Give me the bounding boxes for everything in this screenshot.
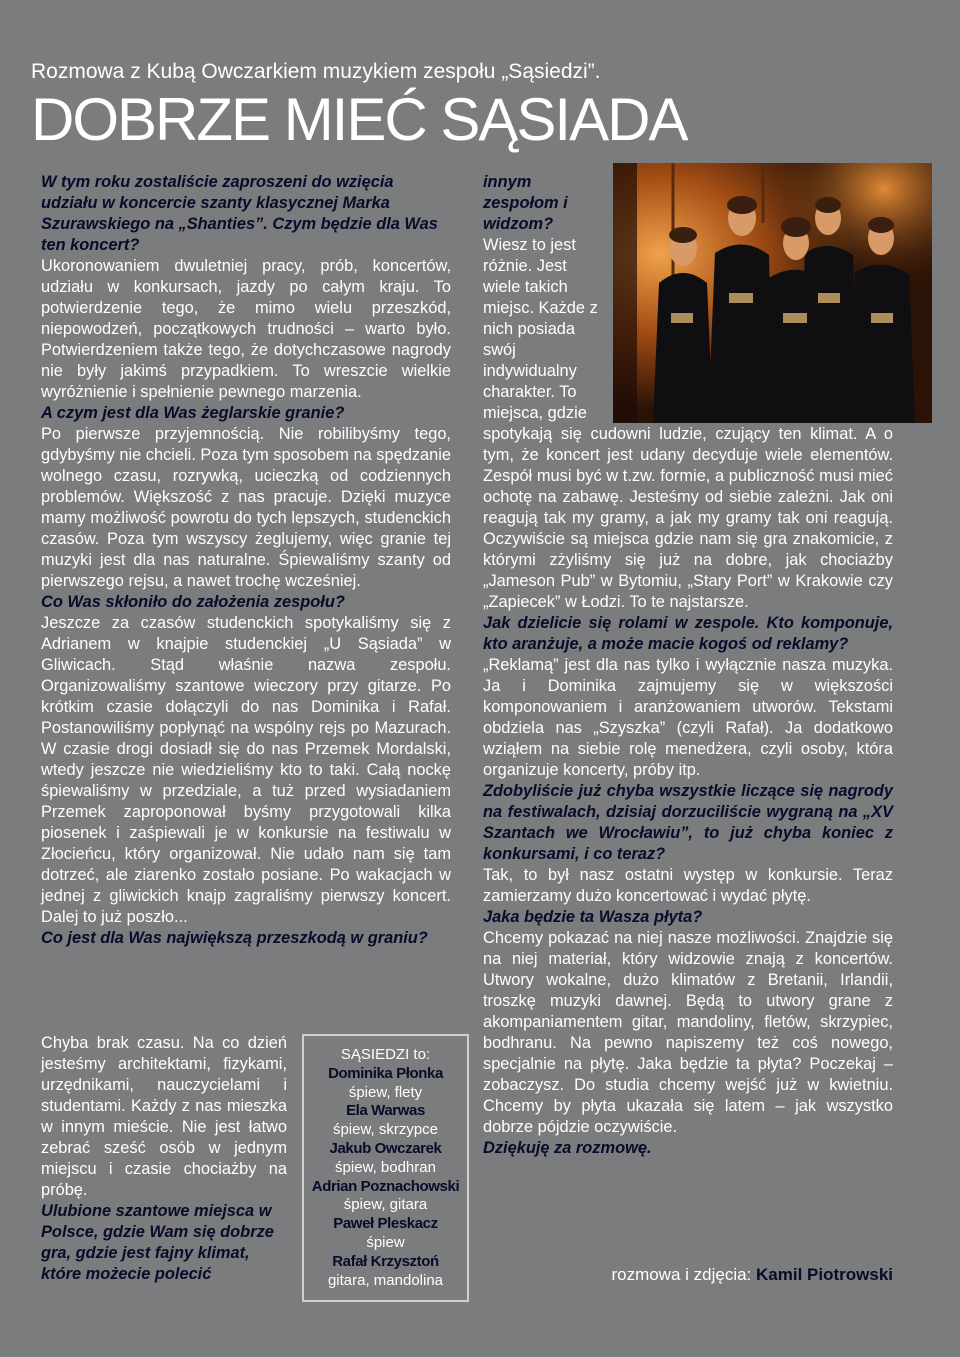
member-role: śpiew: [366, 1233, 405, 1251]
article-subtitle: Rozmowa z Kubą Owczarkiem muzykiem zespołu „Sąsiedzi”.: [31, 60, 601, 83]
article-headline: DOBRZE MIEĆ SĄSIADA: [31, 86, 687, 153]
interview-answer: Ukoronowaniem dwuletniej pracy, prób, koncertów, udziału w konkursach, jazdy po całym kraju. To potwierdzenie tego, że mimo wielu przeszkód, niepowodzeń, początkowych trudności – warto było. Potwierdzeniem także tego, że dotychczasowe nagrody nie były jakimś przypadkiem. To wreszcie wielkie wyróżnienie i spełnienie pewnego marzenia.: [41, 257, 451, 401]
member-role: śpiew, skrzypce: [332, 1121, 439, 1139]
member-name: Ela Warwas: [346, 1102, 425, 1120]
member-name: Rafał Krzysztoń: [332, 1252, 439, 1270]
interview-answer: „Reklamą” jest dla nas tylko i wyłącznie nasza muzyka. Ja i Dominika zajmujemy się w większości komponowaniem i aranżowaniem utworów. Tekstami obdziela nas „Szyszka” (czyli Rafał). Ja dodatkowo wziąłem na siebie rolę menedżera, czyli osoby, która organizuje koncerty, próby itp.: [483, 656, 893, 779]
middle-narrow-column: [483, 172, 605, 424]
credit-prefix: rozmowa i zdjęcia:: [611, 1265, 757, 1284]
interview-question: Zdobyliście już chyba wszystkie liczące się nagrody na festiwalach, dzisiaj dorzuciliście wygraną na „XV Szantach we Wrocławiu”, to już chyba koniec z konkursami, i co teraz?: [483, 782, 893, 863]
right-column: [483, 424, 893, 1159]
interview-question: Ulubione szantowe miejsca w Polsce, gdzie Wam się dobrze gra, gdzie jest fajny klimat, które możecie polecić: [41, 1202, 274, 1283]
interview-question: W tym roku zostaliście zaproszeni do wzięcia udziału w koncercie szanty klasycznej Marka Szurawskiego na „Shanties”. Czym będzie dla Was ten koncert?: [41, 173, 438, 254]
member-role: śpiew, gitara: [343, 1196, 428, 1214]
band-photo: [613, 163, 932, 423]
article-credit: [593, 1264, 893, 1286]
member-name: Jakub Owczarek: [329, 1139, 442, 1157]
left-column: [41, 172, 451, 949]
interview-question: innym zespołom i widzom?: [483, 173, 568, 233]
member-name: Dominika Płonka: [328, 1064, 443, 1082]
interview-question: Co Was skłoniło do założenia zespołu?: [41, 593, 345, 611]
band-members-box: [302, 1034, 469, 1302]
member-name: Paweł Pleskacz: [333, 1215, 438, 1233]
member-role: śpiew, bodhran: [335, 1158, 436, 1176]
interview-question: Dziękuję za rozmowę.: [483, 1139, 652, 1157]
interview-question: Co jest dla Was największą przeszkodą w graniu?: [41, 929, 428, 947]
interview-answer: Chyba brak czasu. Na co dzień jesteśmy architektami, fizykami, urzędnikami, nauczycielami i studentami. Każdy z nas mieszka w innym mieście. Nie jest łatwo zebrać sześć osób w jednym miejscu i czasie chociażby na próbę.: [41, 1034, 287, 1199]
interview-answer: Chcemy pokazać na niej nasze możliwości. Znajdzie się na niej materiał, który widzowie znają z koncertów. Utwory wokalne, dużo klimatów z Bretanii, Irlandii, troszkę muzyki dawnej. Będą to utwory grane z akompaniamentem gitar, mandoliny, fletów, skrzypiec, bodhranu. Na pewno napiszemy też coś nowego, specjalnie na płytę. Jaka będzie ta płyta? Poczekaj – zobaczysz. Do studia chcemy wejść już w kwietniu. Chcemy by płyta ukazała się latem – jak wszystko dobrze pójdzie oczywiście.: [483, 929, 893, 1136]
interview-answer: Tak, to był nasz ostatni występ w konkursie. Teraz zamierzamy dużo koncertować i wydać płytę.: [483, 866, 893, 905]
left-narrow-column: [41, 1033, 287, 1285]
member-name: Adrian Poznachowski: [311, 1177, 460, 1195]
member-role: śpiew, flety: [348, 1083, 423, 1101]
interview-question: Jaka będzie ta Wasza płyta?: [483, 908, 703, 926]
band-members-heading: SĄSIEDZI to:: [340, 1046, 431, 1063]
credit-author: Kamil Piotrowski: [756, 1265, 893, 1284]
interview-answer: spotykają się cudowni ludzie, czujący ten klimat. A o tym, że koncert jest udany decyduje wiele elementów. Zespół musi być w t.zw. formie, a publiczność musi mieć ochotę na zabawę. Jesteśmy od siebie zależni. Jak oni reagują tak my gramy, a jak my gramy tak oni reagują. Oczywiście są miejsca gdzie nam się gra znakomicie, z którymi zżyliśmy się już na dobre, jak chociażby „Jameson Pub” w Bytomiu, „Stary Port” w Krakowie czy „Zapiecek” w Łodzi. To te najstarsze.: [483, 425, 893, 611]
member-role: gitara, mandolina: [327, 1271, 444, 1289]
interview-question: Jak dzielicie się rolami w zespole. Kto komponuje, kto aranżuje, a może macie kogoś od reklamy?: [483, 614, 893, 653]
interview-question: A czym jest dla Was żeglarskie granie?: [41, 404, 345, 422]
interview-answer: Wiesz to jest różnie. Jest wiele takich miejsc. Każde z nich posiada swój indywidualny charakter. To miejsca, gdzie: [483, 236, 598, 422]
interview-answer: Jeszcze za czasów studenckich spotykaliśmy się z Adrianem w knajpie studenckiej „U Sąsiada” w Gliwicach. Stąd właśnie nazwa zespołu. Organizowaliśmy szantowe wieczory przy gitarze. Po krótkim czasie dołączyli do nas Dominika i Rafał. Postanowiliśmy popłynąć na wspólny rejs po Mazurach. W czasie drogi dosiadł się do nas Przemek Mordalski, wtedy jeszcze nie wiedzieliśmy kto to taki. Całą nockę śpiewaliśmy w przedziale, a tuż przed wysiadaniem Przemek zaproponował byśmy przygotowali kilka piosenek i zaśpiewali je w konkursie na festiwalu w Złocieńcu, który organizował. Nie udało nam się tam dotrzeć, ale ziarenko zostało posiane. Po wakacjach w jednej z gliwickich knajp zagraliśmy pierwszy koncert. Dalej to już poszło...: [41, 614, 451, 926]
band-members-list: [304, 1065, 467, 1291]
interview-answer: Po pierwsze przyjemnością. Nie robilibyśmy tego, gdybyśmy nie chcieli. Poza tym sposobem na spędzanie wolnego czasu, rozrywką, ucieczką od codziennych problemów. Większość z nas pracuje. Dzięki muzyce mamy możliwość powrotu do tych lepszych, studenckich czasów. Poza tym wszyscy żeglujemy, więc granie tej muzyki jest dla nas naturalne. Śpiewaliśmy szanty od pierwszego rejsu, a nawet trochę wcześniej.: [41, 425, 451, 590]
